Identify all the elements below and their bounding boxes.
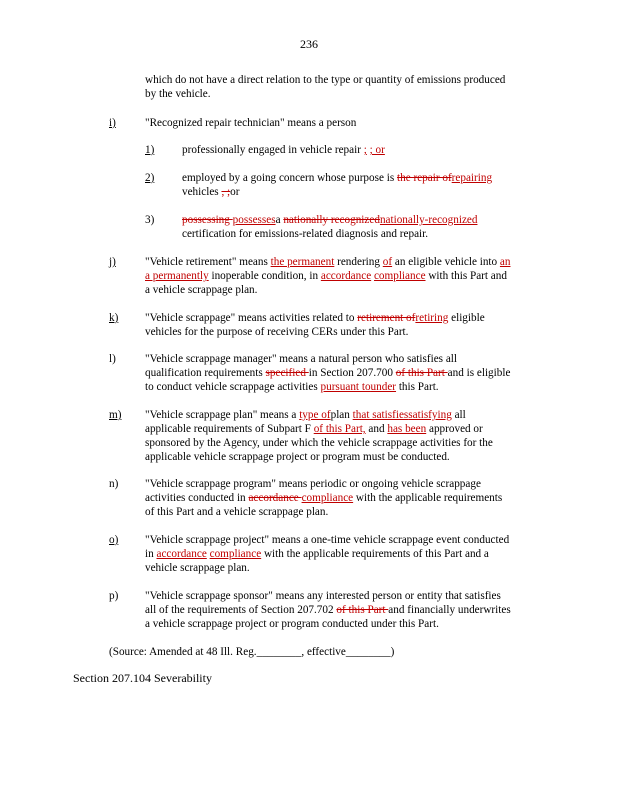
def-i-3-del2: nationally recognized	[283, 214, 380, 226]
page-number: 236	[300, 37, 318, 51]
def-o-label: o)	[109, 534, 119, 546]
def-i-2-label: 2)	[145, 172, 155, 184]
def-n-a: activities conducted in	[145, 492, 249, 504]
def-p-line2	[145, 603, 511, 617]
def-m-ins3: satisfying	[408, 409, 452, 421]
def-m-line3: sponsored by the Agency, under which the vehicle scrappage activities for the	[145, 437, 493, 449]
def-j-line1	[145, 255, 510, 269]
def-p-del: of this Part	[336, 604, 389, 616]
source-c: )	[390, 646, 395, 658]
def-m-line4: applicable vehicle scrappage project or program must be conducted.	[145, 451, 450, 463]
def-m-line2	[145, 422, 483, 436]
def-l-line1: "Vehicle scrappage manager" means a natural person who satisfies all	[145, 353, 458, 365]
def-j-ins6: compliance	[373, 270, 426, 282]
def-l-del1: specified	[265, 367, 309, 379]
def-i-2-del2: , ;	[221, 186, 231, 198]
def-l-ins1: pursuant to	[320, 381, 371, 393]
def-m-ins5: has been	[387, 423, 427, 435]
source-a: (Source: Amended at 48 Ill. Reg.	[109, 646, 257, 658]
def-m-a: "Vehicle scrappage plan" means a	[145, 409, 300, 421]
def-i-1-ins1: ;	[363, 144, 367, 156]
def-l-ins2: under	[370, 381, 397, 393]
def-o-a: in	[145, 548, 157, 560]
def-l-a: qualification requirements	[145, 367, 266, 379]
def-o-line3: vehicle scrappage plan.	[145, 562, 250, 574]
def-o-b: with the applicable requirements of this Part and a	[261, 548, 489, 560]
def-m-f: approved or	[426, 423, 483, 435]
intro-line-1: which do not have a direct relation to the type or quantity of emissions produced	[145, 74, 506, 86]
def-k-line1	[145, 311, 485, 325]
def-j-a: "Vehicle retirement" means	[145, 256, 271, 268]
def-k-b: eligible	[448, 312, 485, 324]
def-i-1-ins2: ; or	[369, 144, 385, 156]
def-p-a: all of the requirements of Section 207.702	[145, 604, 337, 616]
intro-line-2: by the vehicle.	[145, 88, 211, 100]
def-n-del: accordance	[248, 492, 302, 504]
def-i-2-ins: repairing	[451, 172, 493, 184]
def-n-label: n)	[109, 478, 119, 490]
def-l-line2	[145, 366, 510, 380]
def-p-label: p)	[109, 590, 119, 602]
def-n-line2	[145, 491, 502, 505]
def-i-3-label: 3)	[145, 214, 155, 226]
source-blank-2: ________	[345, 646, 391, 658]
def-o-ins1: accordance	[156, 548, 207, 560]
def-i-3-line1	[182, 213, 477, 227]
def-j-d: inoperable condition, in	[208, 270, 321, 282]
def-i-2-del: the repair of	[397, 172, 452, 184]
def-l-c: and is eligible	[447, 367, 511, 379]
def-j-ins1: the permanent	[270, 256, 335, 268]
def-j-b: rendering	[334, 256, 383, 268]
def-m-ins1: type of	[299, 409, 331, 421]
def-j-line2	[145, 269, 507, 283]
def-i-3-a: a	[275, 214, 284, 226]
def-m-e: and	[365, 423, 388, 435]
def-n-line3: of this Part and a vehicle scrappage plan.	[145, 506, 329, 518]
def-j-e: with this Part and	[425, 270, 507, 282]
def-l-e: this Part.	[396, 381, 439, 393]
def-j-ins5: accordance	[320, 270, 372, 282]
source-b: , effective	[301, 646, 346, 658]
def-j-line3: a vehicle scrappage plan.	[145, 284, 258, 296]
def-k-a: "Vehicle scrappage" means activities related to	[145, 312, 358, 324]
def-k-del: retirement of	[357, 312, 416, 324]
def-p-b: and financially underwrites	[388, 604, 511, 616]
def-l-del2: of this Part	[395, 367, 448, 379]
def-n-line1: "Vehicle scrappage program" means periodic or ongoing vehicle scrappage	[145, 478, 481, 490]
def-m-ins4: of this Part,	[313, 423, 366, 435]
def-i-2-a: employed by a going concern whose purpose is	[182, 172, 397, 184]
def-i-2-b1: vehicles	[182, 186, 219, 198]
def-m-ins2: that satisfies	[352, 409, 409, 421]
def-l-b: in Section 207.700	[308, 367, 396, 379]
def-o-line2	[145, 547, 489, 561]
def-l-d: to conduct vehicle scrappage activities	[145, 381, 321, 393]
def-n-ins: compliance	[301, 492, 354, 504]
def-i-3-del1: possessing	[182, 214, 233, 226]
def-k-line2: vehicles for the purpose of receiving CERs under this Part.	[145, 326, 409, 338]
def-i-text: "Recognized repair technician" means a person	[145, 117, 357, 129]
source-blank-1: ________	[256, 646, 302, 658]
def-i-3-ins1: possesses	[232, 214, 276, 226]
def-i-label: i)	[109, 117, 116, 129]
def-m-line1	[145, 408, 466, 422]
def-l-label: l)	[109, 353, 116, 365]
def-j-ins3: an	[499, 256, 511, 268]
def-i-1-a: professionally engaged in vehicle repair	[182, 144, 361, 156]
def-j-ins2: of	[382, 256, 393, 268]
def-j-ins4: a permanently	[145, 270, 209, 282]
def-i-1-label: 1)	[145, 144, 155, 156]
def-m-label: m)	[109, 409, 122, 421]
def-i-2-line2	[182, 185, 239, 199]
def-p-line3: a vehicle scrappage project or program conducted under this Part.	[145, 618, 439, 630]
def-i-2-line1	[182, 171, 492, 185]
def-n-b: with the applicable requirements	[353, 492, 503, 504]
section-heading: Section 207.104 Severability	[73, 671, 212, 685]
def-o-line1: "Vehicle scrappage project" means a one-time vehicle scrappage event conducted	[145, 534, 510, 546]
def-i-2-b2: or	[230, 186, 240, 198]
def-l-line3	[145, 380, 439, 394]
source-note	[109, 645, 394, 659]
def-i-3-line2: certification for emissions-related diagnosis and repair.	[182, 228, 429, 240]
def-k-label: k)	[109, 312, 119, 324]
def-m-c: all	[451, 409, 466, 421]
def-o-ins2: compliance	[209, 548, 262, 560]
def-i-1-text	[182, 143, 385, 157]
def-k-ins: retiring	[415, 312, 449, 324]
def-m-b: plan	[330, 409, 353, 421]
def-m-d: applicable requirements of Subpart F	[145, 423, 314, 435]
def-j-label: j)	[109, 256, 116, 268]
def-i-3-ins2: nationally-recognized	[379, 214, 478, 226]
def-p-line1: "Vehicle scrappage sponsor" means any interested person or entity that satisfies	[145, 590, 501, 602]
def-j-c: an eligible vehicle into	[392, 256, 500, 268]
